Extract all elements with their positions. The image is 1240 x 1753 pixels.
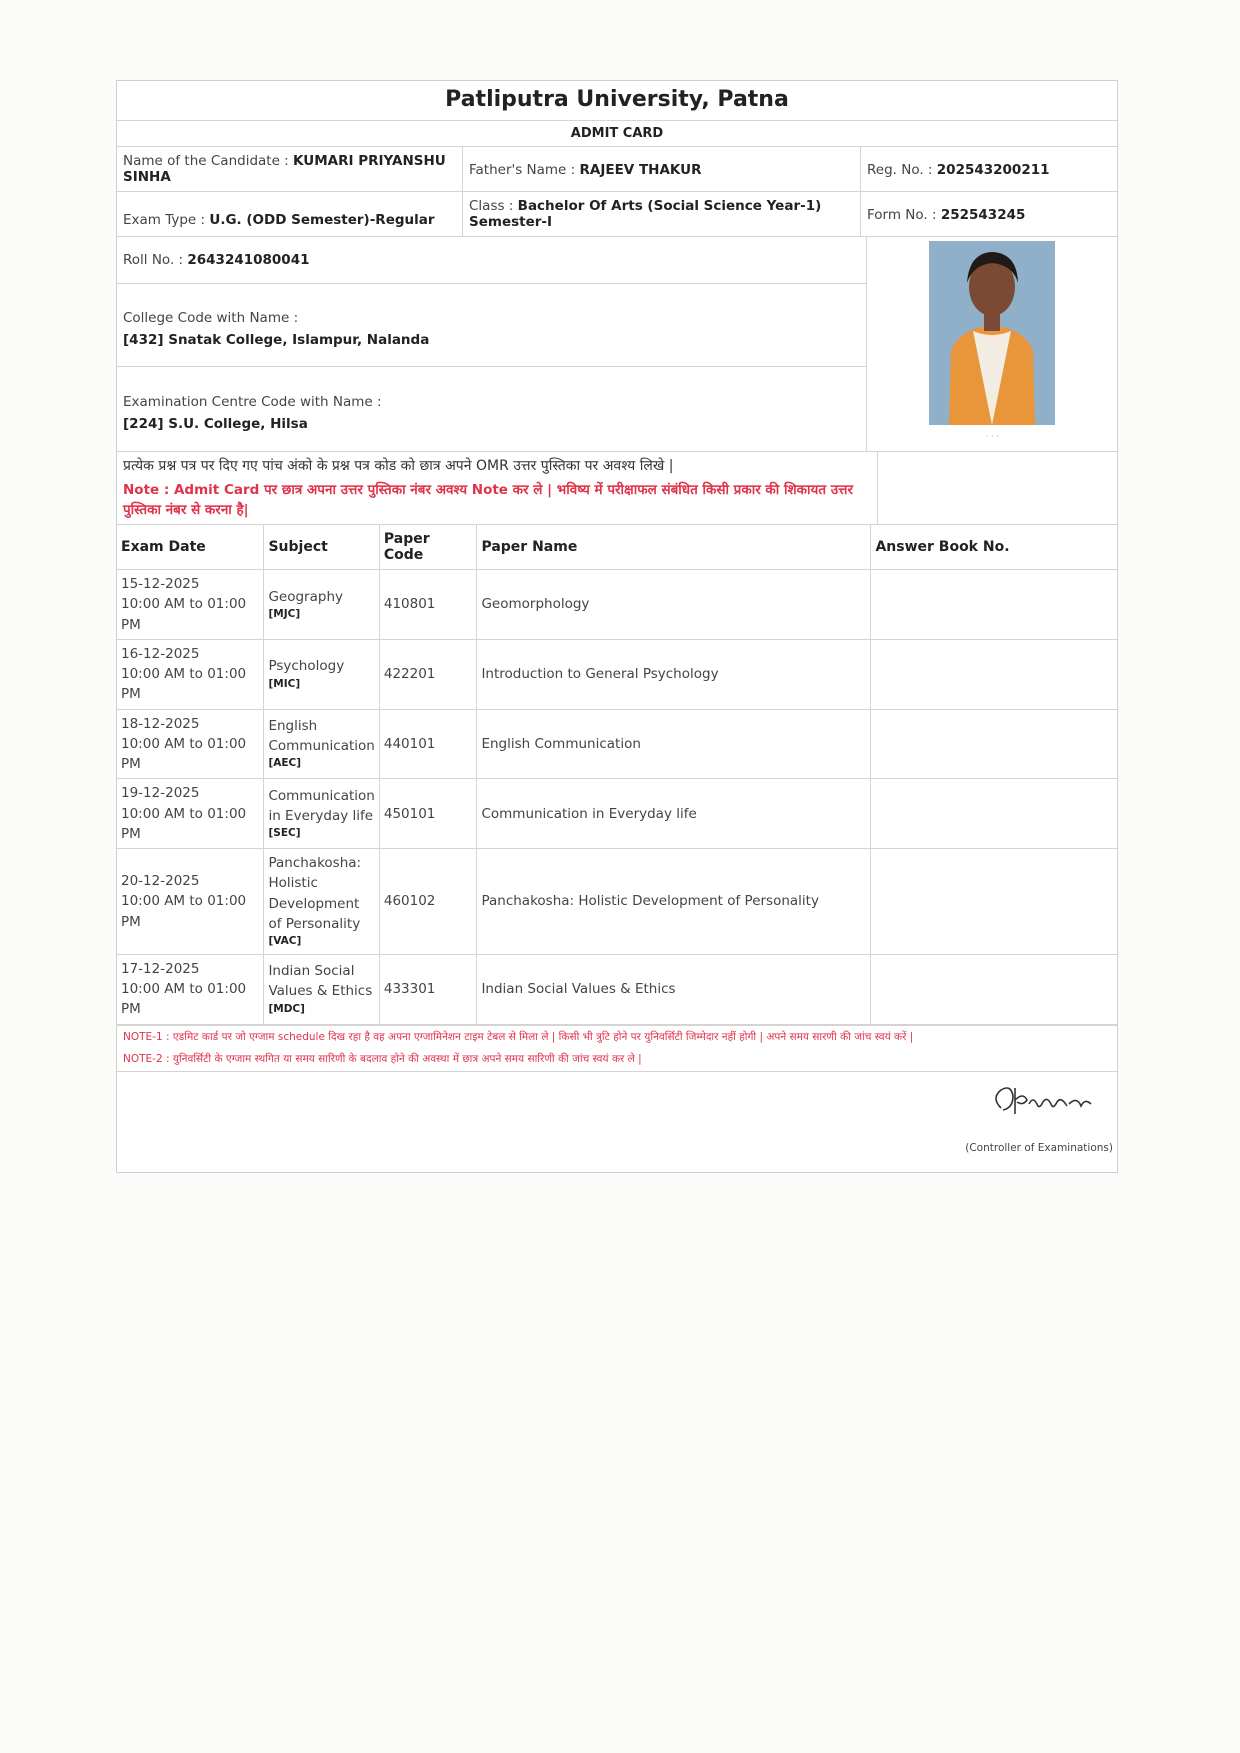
class-label: Class : [469, 198, 518, 214]
candidate-name-cell [117, 147, 463, 191]
subject [264, 570, 379, 640]
date: 19-12-2025 [121, 785, 200, 802]
table-row [117, 709, 1117, 779]
form-no-label: Form No. : [867, 207, 941, 223]
candidate-photo [929, 241, 1055, 425]
paper-code: 422201 [379, 639, 477, 709]
time: 10:00 AM to 01:00 PM [121, 805, 247, 842]
subject-name: Psychology [268, 658, 345, 675]
table-header-row [117, 525, 1117, 570]
exam-date [117, 779, 264, 849]
subject-name: Indian Social Values & Ethics [268, 963, 373, 1000]
time: 10:00 AM to 01:00 PM [121, 735, 247, 773]
roll-no-line [117, 237, 866, 284]
college-line [117, 284, 866, 367]
document-type: ADMIT CARD [117, 121, 1117, 147]
subject-name: English Communication [268, 717, 375, 755]
paper-code: 433301 [379, 954, 477, 1024]
paper-name: Communication in Everyday life [477, 779, 871, 849]
info-left [117, 237, 867, 451]
exam-date [117, 570, 264, 640]
date: 18-12-2025 [121, 715, 200, 732]
time: 10:00 AM to 01:00 PM [121, 893, 247, 930]
date: 17-12-2025 [121, 960, 200, 977]
person-icon [929, 241, 1055, 425]
exam-schedule-table [117, 525, 1117, 1025]
time: 10:00 AM to 01:00 PM [121, 596, 247, 633]
form-no-cell [861, 192, 1117, 236]
date: 15-12-2025 [121, 576, 200, 593]
candidate-row-2 [117, 192, 1117, 237]
exam-type-label: Exam Type : [123, 212, 210, 228]
signature-area [117, 1071, 1117, 1172]
footer-notes [117, 1025, 1117, 1072]
notes-blank [878, 452, 1117, 524]
answer-book-no [871, 849, 1117, 955]
table-row [117, 639, 1117, 709]
subject-tag: [SEC] [268, 827, 301, 840]
omr-instruction: प्रत्येक प्रश्न पत्र पर दिए गए पांच अंको के प्रश्न पत्र कोड को छात्र अपने OMR उत्तर पुस्तिका पर अवश्य लिखे | [123, 458, 674, 474]
college-name: [432] Snatak College, Islampur, Nalanda [123, 332, 430, 349]
subject [264, 709, 379, 779]
col-paper-name: Paper Name [477, 525, 871, 570]
paper-name: Geomorphology [477, 570, 871, 640]
col-subject: Subject [264, 525, 379, 570]
paper-code: 460102 [379, 849, 477, 955]
paper-code: 440101 [379, 709, 477, 779]
note-2: NOTE-2 : युनिवर्सिटी के एग्जाम स्थगित या समय सारिणी के बदलाव होने की अवस्था में छात्र अपने समय सारिणी की जांच स्वयं कर ले | [123, 1053, 642, 1066]
father-name-cell [463, 147, 861, 191]
time: 10:00 AM to 01:00 PM [121, 981, 247, 1018]
subject [264, 639, 379, 709]
centre-line [117, 367, 866, 451]
reg-no-cell [861, 147, 1117, 191]
father-name-label: Father's Name : [469, 162, 580, 178]
reg-no-label: Reg. No. : [867, 162, 937, 178]
exam-date [117, 709, 264, 779]
exam-date [117, 954, 264, 1024]
subject-tag: [MDC] [268, 1002, 305, 1015]
reg-no: 202543200211 [936, 162, 1050, 178]
notes-row [117, 452, 1117, 525]
answer-book-no [871, 779, 1117, 849]
exam-date [117, 639, 264, 709]
exam-type: U.G. (ODD Semester)-Regular [209, 212, 435, 228]
paper-name: Indian Social Values & Ethics [477, 954, 871, 1024]
paper-name: Introduction to General Psychology [477, 639, 871, 709]
signature-icon [987, 1078, 1107, 1126]
table-row [117, 849, 1117, 955]
date: 16-12-2025 [121, 645, 200, 662]
subject-tag: [AEC] [268, 757, 302, 770]
subject-tag: [MIC] [268, 677, 301, 690]
answer-book-note: Note : Admit Card पर छात्र अपना उत्तर पुस्तिका नंबर अवश्य Note कर ले | भविष्य में परीक्षाफल संबंधित किसी प्रकार की शिकायत उत्तर पुस्तिका नंबर से करना है| [123, 482, 854, 518]
answer-book-no [871, 570, 1117, 640]
answer-book-no [871, 954, 1117, 1024]
col-answer-book: Answer Book No. [871, 525, 1117, 570]
candidate-name: KUMARI PRIYANSHU SINHA [123, 153, 446, 185]
class-value: Bachelor Of Arts (Social Science Year-1) Semester-I [469, 198, 822, 230]
controller-label: (Controller of Examinations) [965, 1142, 1113, 1155]
roll-no-label: Roll No. : [123, 252, 188, 268]
candidate-row-1 [117, 147, 1117, 192]
subject [264, 954, 379, 1024]
form-no: 252543245 [940, 207, 1026, 223]
table-row [117, 779, 1117, 849]
paper-name: Panchakosha: Holistic Development of Personality [477, 849, 871, 955]
subject [264, 849, 379, 955]
subject [264, 779, 379, 849]
exam-date [117, 849, 264, 955]
time: 10:00 AM to 01:00 PM [121, 666, 247, 703]
subject-name: Communication in Everyday life [268, 787, 375, 824]
centre-name: [224] S.U. College, Hilsa [123, 416, 308, 433]
father-name: RAJEEV THAKUR [579, 162, 702, 178]
photo-caption: · · · [985, 432, 999, 441]
col-exam-date: Exam Date [117, 525, 264, 570]
subject-name: Geography [268, 588, 343, 605]
university-title: Patliputra University, Patna [117, 81, 1117, 121]
candidate-name-label: Name of the Candidate : [123, 153, 294, 169]
date: 20-12-2025 [121, 873, 200, 890]
photo-cell [867, 237, 1117, 451]
exam-type-cell [117, 192, 463, 236]
centre-label: Examination Centre Code with Name : [123, 394, 382, 410]
paper-name: English Communication [477, 709, 871, 779]
subject-tag: [MJC] [268, 607, 301, 620]
notes-wrap [117, 452, 878, 524]
college-label: College Code with Name : [123, 310, 299, 326]
roll-no: 2643241080041 [187, 252, 310, 268]
info-block [117, 237, 1117, 452]
answer-book-no [871, 709, 1117, 779]
paper-code: 410801 [379, 570, 477, 640]
admit-card [116, 80, 1118, 1173]
subject-name: Panchakosha: Holistic Development of Personality [268, 855, 362, 932]
table-row [117, 954, 1117, 1024]
col-paper-code: Paper Code [379, 525, 477, 570]
paper-code: 450101 [379, 779, 477, 849]
table-row [117, 570, 1117, 640]
answer-book-no [871, 639, 1117, 709]
subject-tag: [VAC] [268, 935, 302, 948]
class-cell [463, 192, 861, 236]
note-1: NOTE-1 : एडमिट कार्ड पर जो एग्जाम schedule दिख रहा है वह अपना एग्जामिनेशन टाइम टेबल से मिला ले | किसी भी त्रुटि होने पर युनिवर्सिटी जिम्मेदार नहीं होगी | अपने समय सारणी की जांच स्वयं करें | [123, 1030, 914, 1043]
